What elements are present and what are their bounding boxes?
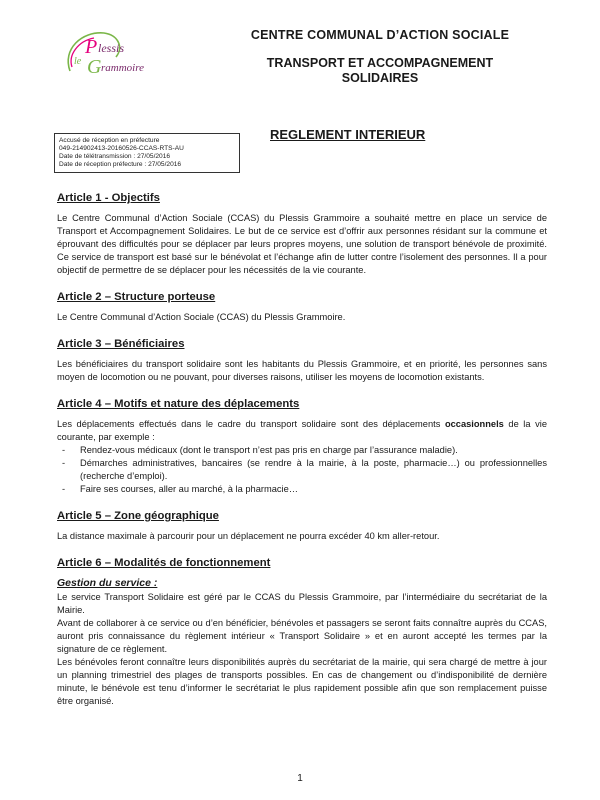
svg-text:rammoire: rammoire [101,62,144,74]
subject-line-2: SOLIDAIRES [341,71,419,85]
svg-text:P: P [85,36,98,58]
article-text: Les bénévoles feront connaître leurs disponibilités auprès du secrétariat de la mairie, qui sera chargé de mettre à jour un planning trimestriel des plages de transports possibles. En cas de changement ou d’indisponibilité de dernière minute, le bénévole est tenu d’informer le secrétariat le plus rapidement possible afin que son remplacement puisse être organisé. [57,657,547,706]
svg-text:le: le [74,56,82,67]
document-title: REGLEMENT INTERIEUR [270,127,426,142]
article-heading: Article 2 – Structure porteuse [57,291,216,303]
article-6 [57,557,547,708]
article-text: La distance maximale à parcourir pour un déplacement ne pourra excéder 40 km aller-retour. [57,531,440,541]
article-heading: Article 6 – Modalités de fonctionnement [57,557,271,569]
article-3 [57,338,547,384]
article-text: Le Centre Communal d’Action Sociale (CCAS) du Plessis Grammoire a souhaité mettre en place un service de Transport et Accompagnement Solidaires. Le but de ce service est d’offrir aux personnes résidant sur la commune et éprouvant des difficultés pour se déplacer par leurs propres moyens, une solution de transport bénévole de proximité. Ce service de transport est basé sur le bénévolat et l’échange afin de lutter contre l’isolement des personnes. Il a pour objectif de permettre de se déplacer pour les nécessités de la vie courante. [57,213,547,275]
document-subject [180,56,580,86]
article-2 [57,291,547,324]
stamp-line: Accusé de réception en préfecture [59,137,160,144]
article-5 [57,510,547,543]
document-header [180,28,580,86]
text-segment: de la vie courante, par exemple : [57,419,547,442]
organization-name: CENTRE COMMUNAL D’ACTION SOCIALE [250,28,510,42]
article-text: Le Centre Communal d’Action Sociale (CCAS) du Plessis Grammoire. [57,312,346,322]
article-text [57,418,547,444]
article-heading: Article 1 - Objectifs [57,192,160,204]
bullet-list [57,444,547,496]
article-heading: Article 5 – Zone géographique [57,510,219,522]
stamp-line: 049-214902413-20160526-CCAS-RTS-AU [59,145,184,152]
article-text: Le service Transport Solidaire est géré par le CCAS du Plessis Grammoire, par l’intermédiaire du secrétariat de la Mairie. [57,592,547,615]
document-body [57,192,547,722]
prefecture-receipt-stamp [54,133,240,173]
stamp-line: Date de télétransmission : 27/05/2016 [59,153,171,160]
article-heading: Article 3 – Bénéficiaires [57,338,185,350]
article-heading: Article 4 – Motifs et nature des déplacements [57,398,300,410]
stamp-line: Date de réception préfecture : 27/05/2016 [59,161,182,168]
list-item: - Démarches administratives, bancaires (se rendre à la mairie, à la poste, pharmacie…) ou professionnelles (recherche d’emploi). [57,457,547,483]
article-subheading: Gestion du service : [57,577,158,589]
svg-text:G: G [87,56,102,78]
list-item: - Rendez-vous médicaux (dont le transport n’est pas pris en charge par l’assurance maladie). [57,444,547,457]
article-text: Les bénéficiaires du transport solidaire sont les habitants du Plessis Grammoire, et en priorité, les personnes sans moyen de locomotion ou ne pouvant, pour diverses raisons, utiliser les moyens de locomotion existants. [57,359,547,382]
commune-logo [60,27,168,87]
svg-text:lessis: lessis [98,41,125,55]
article-1 [57,192,547,277]
text-segment: Les déplacements effectués dans le cadre du transport solidaire sont des déplacements [57,419,445,429]
article-text: Avant de collaborer à ce service ou d’en bénéficier, bénévoles et passagers se seront faits connaître auprès du CCAS, auront pris connaissance du règlement intérieur « Transport Solidaire » et en auront accepté les termes par la signature de ce règlement. [57,618,547,654]
subject-line-1: TRANSPORT ET ACCOMPAGNEMENT [266,56,494,70]
list-item: - Faire ses courses, aller au marché, à la pharmacie… [57,483,547,496]
page-number: 1 [297,773,303,784]
article-4 [57,398,547,496]
emphasis-text: occasionnels [444,419,504,429]
